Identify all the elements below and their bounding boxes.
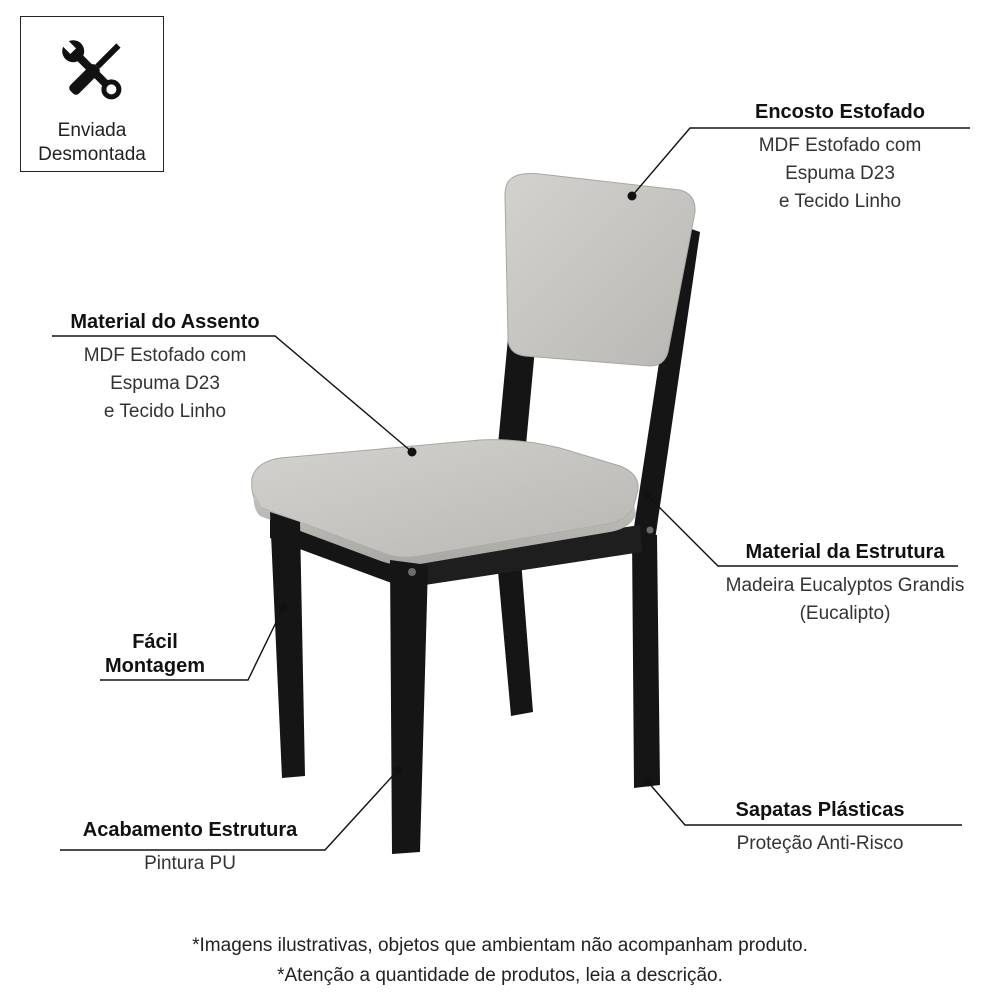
callout-title: Sapatas Plásticas [735, 799, 905, 821]
callout-line: Madeira Eucalyptos Grandis [725, 575, 965, 596]
callout-line: Pintura PU [144, 853, 236, 874]
callout-title: Encosto Estofado [754, 101, 925, 123]
footnote: *Imagens ilustrativas, objetos que ambientam não acompanham produto. [192, 935, 808, 956]
footnote: *Atenção a quantidade de produtos, leia a descrição. [277, 965, 723, 986]
callout-title: Material da Estrutura [745, 541, 945, 563]
badge-line-2: Desmontada [38, 144, 146, 165]
rear-leg-left [497, 560, 533, 716]
callout-backrest [700, 100, 980, 216]
callout-seat [40, 310, 290, 426]
callout-line: (Eucalipto) [799, 603, 891, 624]
callout-line: Espuma D23 [110, 373, 220, 394]
callout-finish [50, 818, 330, 878]
callout-title: Acabamento Estrutura [82, 819, 298, 841]
front-leg-right [390, 560, 428, 854]
backrest-cushion [505, 174, 695, 367]
wrench-screwdriver-icon [61, 31, 125, 111]
badge-line-1: Enviada [57, 120, 127, 141]
callout-title: Material do Assento [70, 311, 260, 333]
front-leg-left [270, 512, 305, 778]
callout-line: Proteção Anti-Risco [736, 833, 904, 854]
screw [408, 568, 416, 576]
callout-structure [690, 540, 1000, 628]
callout-line: MDF Estofado com [758, 135, 922, 156]
callout-title: Fácil [132, 631, 178, 653]
callout-feet [690, 798, 950, 858]
screw [647, 527, 654, 534]
callout-line: MDF Estofado com [83, 345, 247, 366]
callout-assembly [100, 630, 210, 678]
disassembled-badge [20, 16, 164, 172]
callout-line: e Tecido Linho [778, 191, 902, 212]
callout-title: Montagem [105, 655, 205, 677]
callout-line: e Tecido Linho [103, 401, 227, 422]
callout-line: Espuma D23 [785, 163, 895, 184]
rear-leg-right [632, 535, 660, 788]
